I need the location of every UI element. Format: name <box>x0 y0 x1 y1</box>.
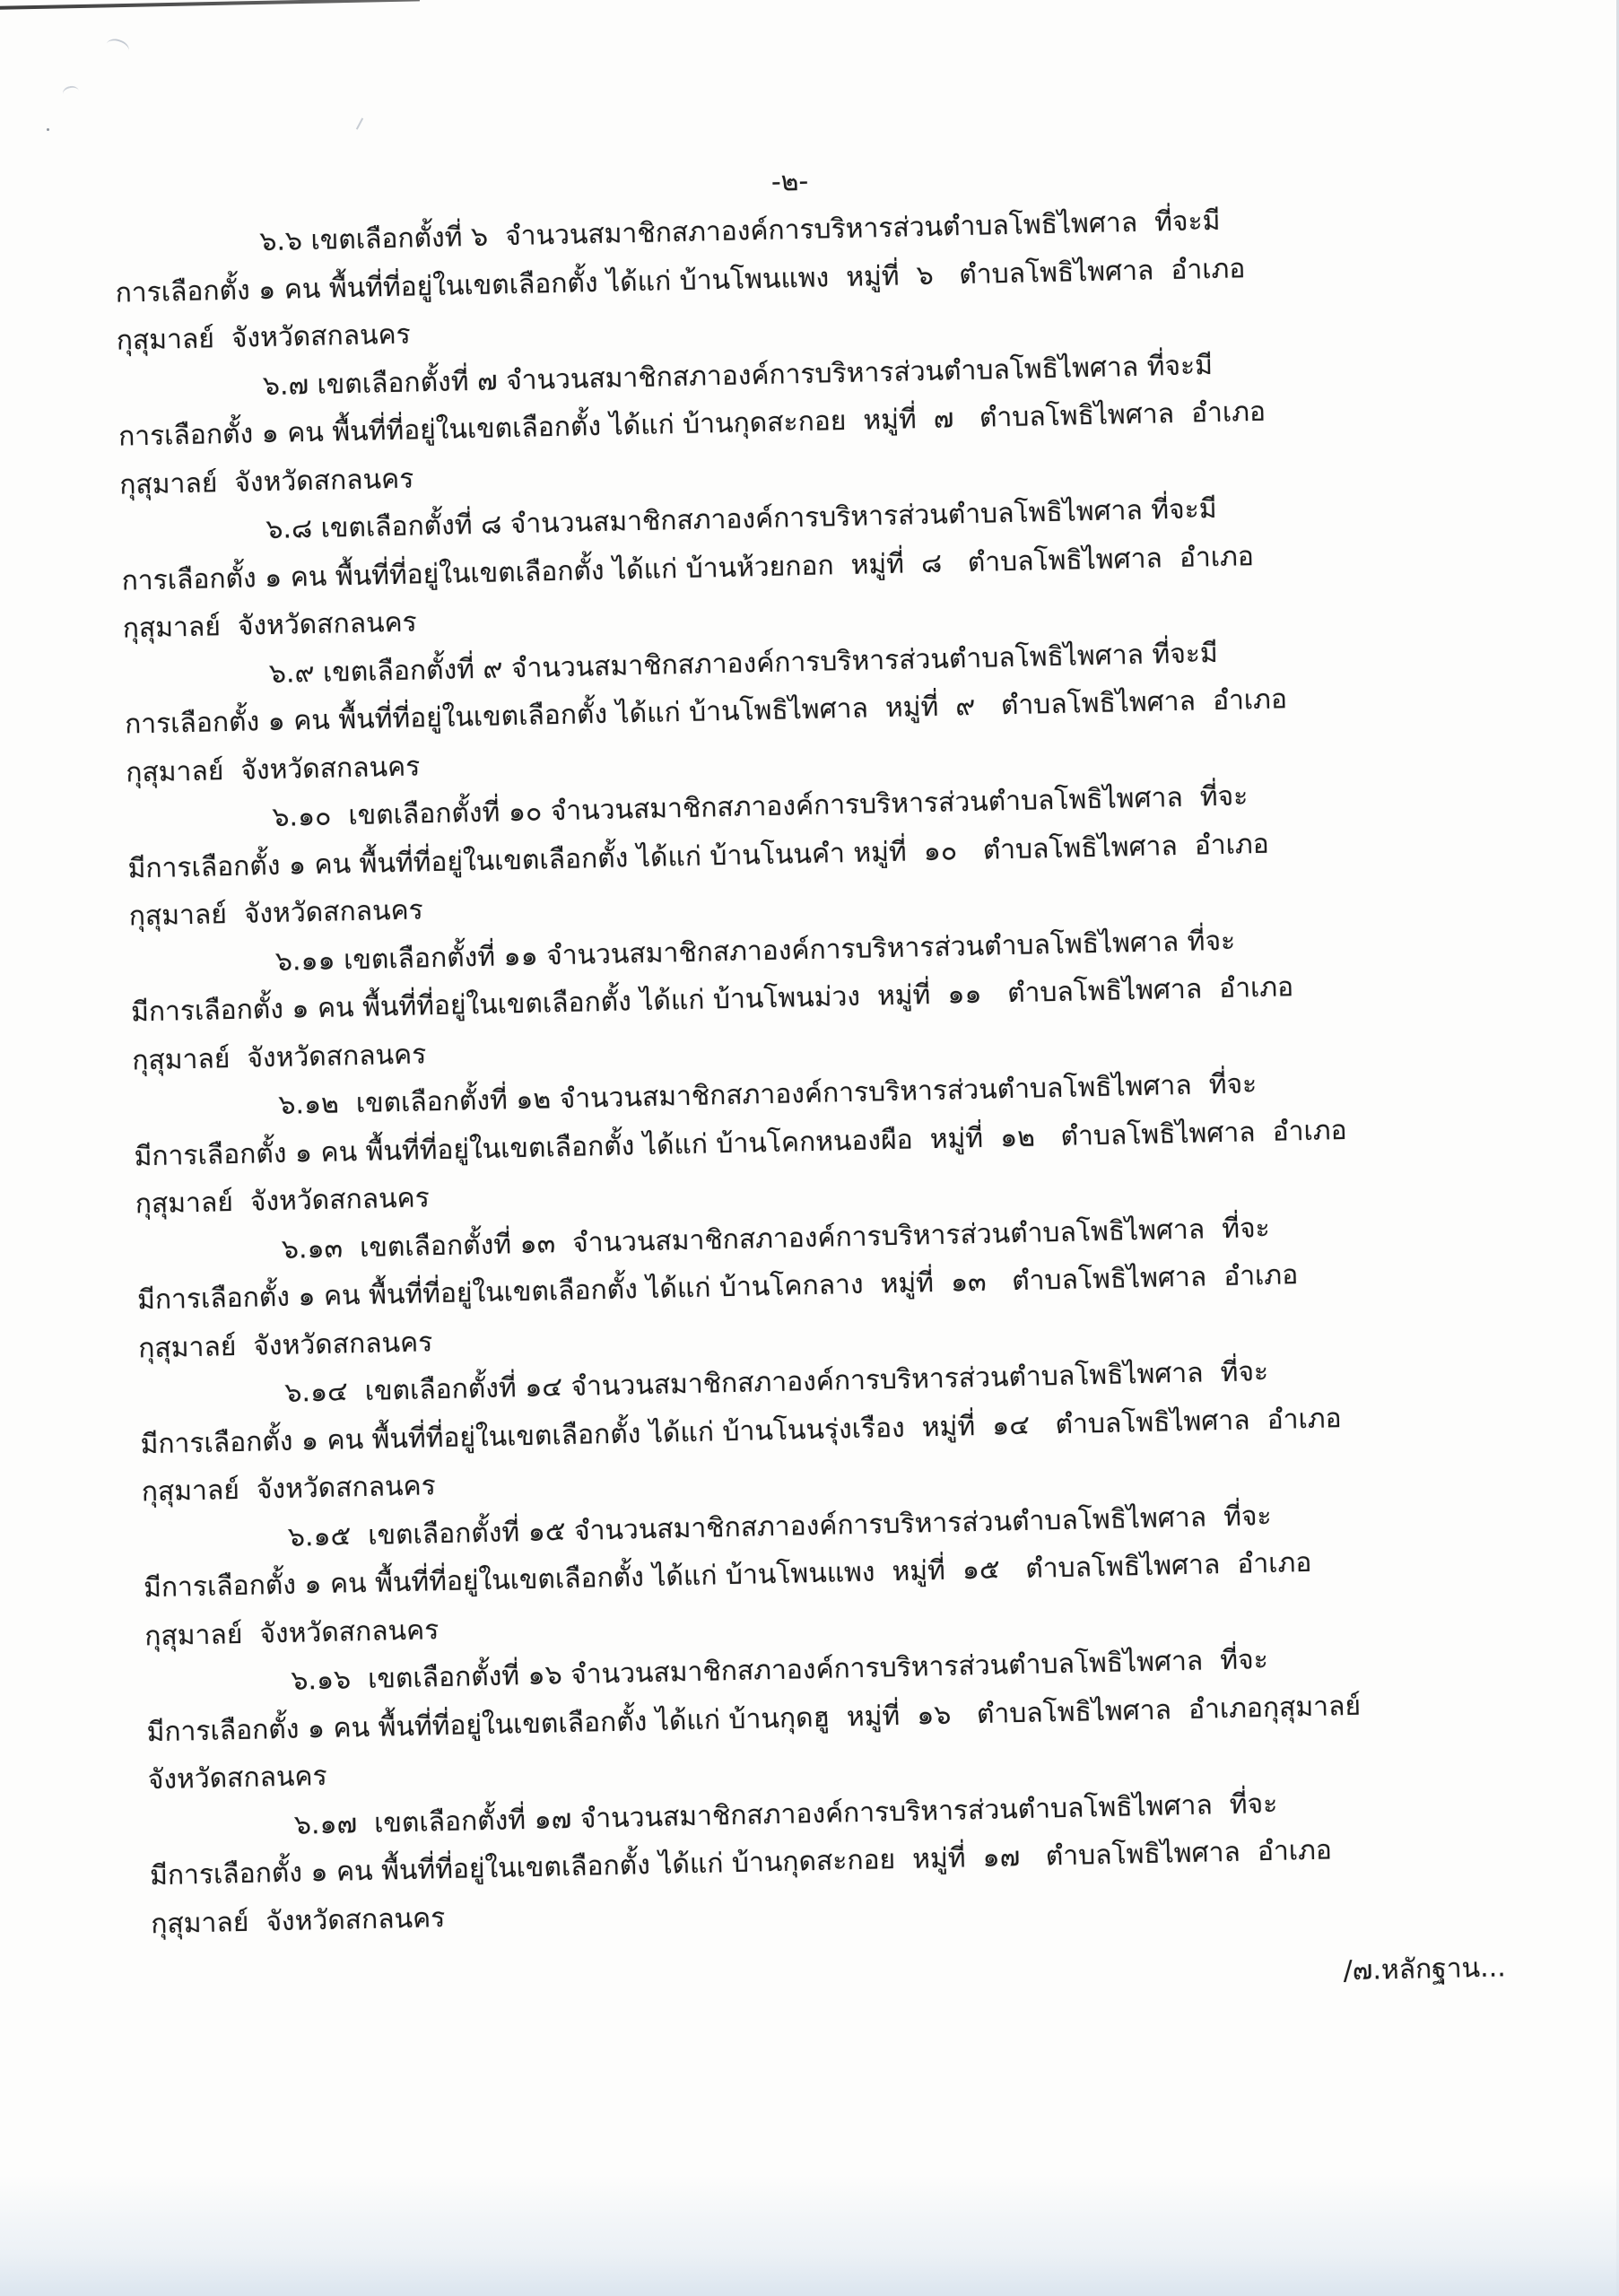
text-line: กุสุมาลย์ จังหวัดสกลนคร <box>128 894 424 933</box>
text-line: กุสุมาลย์ จังหวัดสกลนคร <box>118 462 414 501</box>
text-line: กุสุมาลย์ จังหวัดสกลนคร <box>116 318 412 357</box>
text-line: ๖.๑๗ เขตเลือกตั้งที่ ๑๗ จำนวนสมาชิกสภาองค์การบริหารส่วนตำบลโพธิไพศาล ที่จะ <box>293 1787 1278 1841</box>
continuation-note: /๗.หลักฐาน... <box>1343 1952 1507 1987</box>
text-line: ๖.๑๒ เขตเลือกตั้งที่ ๑๒ จำนวนสมาชิกสภาองค์การบริหารส่วนตำบลโพธิไพศาล ที่จะ <box>278 1068 1258 1121</box>
text-line: ๖.๘ เขตเลือกตั้งที่ ๘ จำนวนสมาชิกสภาองค์การบริหารส่วนตำบลโพธิไพศาล ที่จะมี <box>265 492 1217 546</box>
page-number: -๒- <box>770 165 809 198</box>
text-line: การเลือกตั้ง ๑ คน พื้นที่ที่อยู่ในเขตเลือกตั้ง ได้แก่ บ้านโพธิไพศาล หมู่ที่ ๙ ตำบลโพธิไพศาล อำเภอ <box>124 683 1288 741</box>
text-line: มีการเลือกตั้ง ๑ คน พื้นที่ที่อยู่ในเขตเลือกตั้ง ได้แก่ บ้านโนนคำ หมู่ที่ ๑๐ ตำบลโพธิไพศาล อำเภอ <box>127 828 1270 885</box>
text-line: การเลือกตั้ง ๑ คน พื้นที่ที่อยู่ในเขตเลือกตั้ง ได้แก่ บ้านโพนแพง หมู่ที่ ๖ ตำบลโพธิไพศาล อำเภอ <box>115 252 1246 309</box>
text-line: ๖.๗ เขตเลือกตั้งที่ ๗ จำนวนสมาชิกสภาองค์การบริหารส่วนตำบลโพธิไพศาล ที่จะมี <box>262 349 1214 402</box>
text-line: จังหวัดสกลนคร <box>147 1760 328 1796</box>
text-line: มีการเลือกตั้ง ๑ คน พื้นที่ที่อยู่ในเขตเลือกตั้ง ได้แก่ บ้านโพนม่วง หมู่ที่ ๑๑ ตำบลโพธิไพศาล อำเภอ <box>130 971 1294 1029</box>
text-line: มีการเลือกตั้ง ๑ คน พื้นที่ที่อยู่ในเขตเลือกตั้ง ได้แก่ บ้านโนนรุ่งเรือง หมู่ที่ ๑๔ ตำบลโพธิไพศาล อำเภอ <box>140 1402 1342 1460</box>
text-line: การเลือกตั้ง ๑ คน พื้นที่ที่อยู่ในเขตเลือกตั้ง ได้แก่ บ้านห้วยกอก หมู่ที่ ๘ ตำบลโพธิไพศาล อำเภอ <box>121 540 1255 597</box>
text-line: มีการเลือกตั้ง ๑ คน พื้นที่ที่อยู่ในเขตเลือกตั้ง ได้แก่ บ้านกุดสะกอย หมู่ที่ ๑๗ ตำบลโพธิไพศาล อำเภอ <box>149 1834 1333 1892</box>
text-line: ๖.๑๑ เขตเลือกตั้งที่ ๑๑ จำนวนสมาชิกสภาองค์การบริหารส่วนตำบลโพธิไพศาล ที่จะ <box>274 925 1236 978</box>
text-line: กุสุมาลย์ จังหวัดสกลนคร <box>150 1901 446 1940</box>
text-line: กุสุมาลย์ จังหวัดสกลนคร <box>131 1038 427 1076</box>
text-line: กุสุมาลย์ จังหวัดสกลนคร <box>135 1182 431 1221</box>
text-line: ๖.๑๔ เขตเลือกตั้งที่ ๑๔ จำนวนสมาชิกสภาองค์การบริหารส่วนตำบลโพธิไพศาล ที่จะ <box>284 1355 1269 1409</box>
text-line: มีการเลือกตั้ง ๑ คน พื้นที่ที่อยู่ในเขตเลือกตั้ง ได้แก่ บ้านโคกหนองผือ หมู่ที่ ๑๒ ตำบลโพธิไพศาล อำเภอ <box>134 1114 1347 1172</box>
scan-smudge <box>104 36 131 58</box>
text-line: ๖.๑๐ เขตเลือกตั้งที่ ๑๐ จำนวนสมาชิกสภาองค์การบริหารส่วนตำบลโพธิไพศาล ที่จะ <box>272 780 1249 833</box>
text-line: ๖.๖ เขตเลือกตั้งที่ ๖ จำนวนสมาชิกสภาองค์การบริหารส่วนตำบลโพธิไพศาล ที่จะมี <box>259 204 1221 258</box>
text-line: มีการเลือกตั้ง ๑ คน พื้นที่ที่อยู่ในเขตเลือกตั้ง ได้แก่ บ้านโคกลาง หมู่ที่ ๑๓ ตำบลโพธิไพศาล อำเภอ <box>136 1259 1299 1317</box>
text-line: กุสุมาลย์ จังหวัดสกลนคร <box>122 606 418 645</box>
scan-edge-artifact-top <box>0 0 420 10</box>
text-line: มีการเลือกตั้ง ๑ คน พื้นที่ที่อยู่ในเขตเลือกตั้ง ได้แก่ บ้านโพนแพง หมู่ที่ ๑๕ ตำบลโพธิไพศาล อำเภอ <box>143 1546 1312 1605</box>
scan-speck <box>47 128 49 131</box>
document-content <box>0 141 1619 2025</box>
text-line: ๖.๑๓ เขตเลือกตั้งที่ ๑๓ จำนวนสมาชิกสภาองค์การบริหารส่วนตำบลโพธิไพศาล ที่จะ <box>281 1212 1271 1265</box>
scan-bottom-noise <box>0 2175 1619 2296</box>
text-line: การเลือกตั้ง ๑ คน พื้นที่ที่อยู่ในเขตเลือกตั้ง ได้แก่ บ้านกุดสะกอย หมู่ที่ ๗ ตำบลโพธิไพศาล อำเภอ <box>118 396 1266 453</box>
text-line: กุสุมาลย์ จังหวัดสกลนคร <box>141 1470 437 1509</box>
text-line: ๖.๑๖ เขตเลือกตั้งที่ ๑๖ จำนวนสมาชิกสภาองค์การบริหารส่วนตำบลโพธิไพศาล ที่จะ <box>291 1644 1269 1697</box>
text-line: มีการเลือกตั้ง ๑ คน พื้นที่ที่อยู่ในเขตเลือกตั้ง ได้แก่ บ้านกุดฮู หมู่ที่ ๑๖ ตำบลโพธิไพศาล อำเภอกุสุมาลย์ <box>146 1690 1362 1748</box>
text-line: กุสุมาลย์ จังหวัดสกลนคร <box>137 1326 433 1364</box>
scan-smudge <box>62 84 81 100</box>
text-line: ๖.๙ เขตเลือกตั้งที่ ๙ จำนวนสมาชิกสภาองค์การบริหารส่วนตำบลโพธิไพศาล ที่จะมี <box>268 637 1219 690</box>
text-line: กุสุมาลย์ จังหวัดสกลนคร <box>125 750 421 789</box>
text-line: ๖.๑๕ เขตเลือกตั้งที่ ๑๕ จำนวนสมาชิกสภาองค์การบริหารส่วนตำบลโพธิไพศาล ที่จะ <box>287 1500 1272 1553</box>
scan-speck <box>356 117 363 129</box>
text-line: กุสุมาลย์ จังหวัดสกลนคร <box>144 1613 440 1652</box>
